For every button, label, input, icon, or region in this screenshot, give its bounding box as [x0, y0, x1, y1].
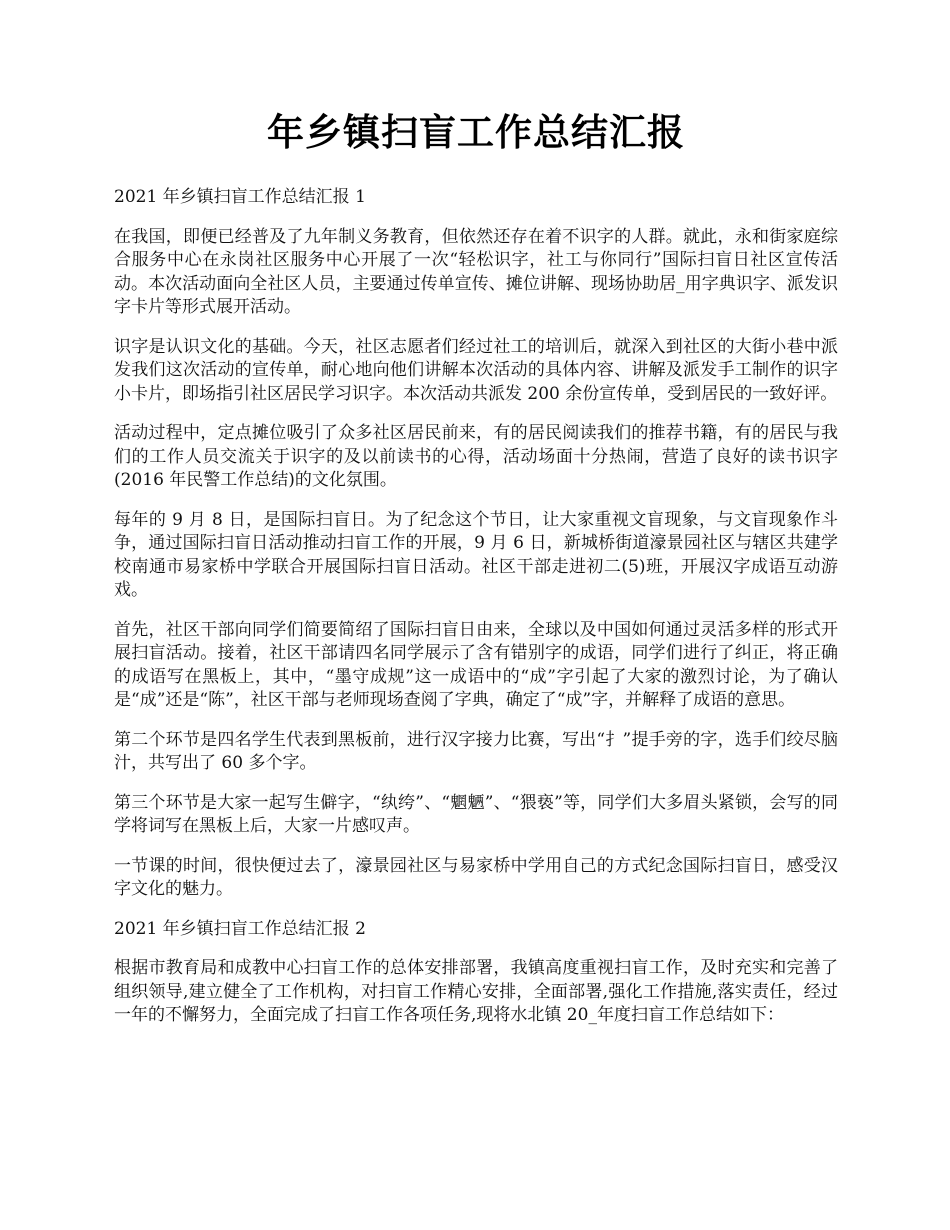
- paragraph-1: 在我国，即便已经普及了九年制义务教育，但依然还存在着不识字的人群。就此，永和街家庭综合服务中心在永岗社区服务中心开展了一次“轻松识字，社工与你同行”国际扫盲日社区宣传活动。本次活动面向全社区人员，主要通过传单宣传、摊位讲解、现场协助居_用字典识字、派发识字卡片等形式展开活动。: [114, 226, 838, 317]
- paragraph-8: 一节课的时间，很快便过去了，濠景园社区与易家桥中学用自己的方式纪念国际扫盲日，感受汉字文化的魅力。: [114, 855, 838, 899]
- paragraph-7: 第三个环节是大家一起写生僻字，“纨绔”、“魍魉”、“猥亵”等，同学们大多眉头紧锁，会写的同学将词写在黑板上后，大家一片感叹声。: [114, 792, 838, 836]
- paragraph-2: 识字是认识文化的基础。今天，社区志愿者们经过社工的培训后，就深入到社区的大街小巷中派发我们这次活动的宣传单，耐心地向他们讲解本次活动的具体内容、讲解及派发手工制作的识字小卡片，即场指引社区居民学习识字。本次活动共派发 200 余份宣传单，受到居民的一致好评。: [114, 336, 838, 404]
- section-heading-1: 2021 年乡镇扫盲工作总结汇报 1: [114, 187, 366, 207]
- paragraph-5: 首先，社区干部向同学们简要简绍了国际扫盲日由来，全球以及中国如何通过灵活多样的形式开展扫盲活动。接着，社区干部请四名同学展示了含有错别字的成语，同学们进行了纠正，将正确的成语写在黑板上，其中，“墨守成规”这一成语中的“成”字引起了大家的激烈讨论，为了确认是“成”还是“陈”，社区干部与老师现场查阅了字典，确定了“成”字，并解释了成语的意思。: [114, 619, 838, 710]
- section-heading-2: 2021 年乡镇扫盲工作总结汇报 2: [114, 918, 366, 939]
- paragraph-4: 每年的 9 月 8 日，是国际扫盲日。为了纪念这个节日，让大家重视文盲现象，与文盲现象作斗争，通过国际扫盲日活动推动扫盲工作的开展，9 月 6 日，新城桥街道濠景园社区与辖区共建学校南通市易家桥中学联合开展国际扫盲日活动。社区干部走进初二(5)班，开展汉字成语互动游戏。: [114, 509, 838, 600]
- paragraph-3: 活动过程中，定点摊位吸引了众多社区居民前来，有的居民阅读我们的推荐书籍，有的居民与我们的工作人员交流关于识字的及以前读书的心得，活动场面十分热闹，营造了良好的读书识字(2016 年民警工作总结)的文化氛围。: [114, 423, 838, 490]
- document-title: 年乡镇扫盲工作总结汇报: [267, 110, 685, 154]
- paragraph-9: 根据市教育局和成教中心扫盲工作的总体安排部署，我镇高度重视扫盲工作，及时充实和完善了组织领导,建立健全了工作机构，对扫盲工作精心安排，全面部署,强化工作措施,落实责任，经过一年的不懈努力，全面完成了扫盲工作各项任务,现将水北镇 20_年度扫盲工作总结如下：: [114, 958, 838, 1025]
- paragraph-6: 第二个环节是四名学生代表到黑板前，进行汉字接力比赛，写出“扌”提手旁的字，选手们绞尽脑汁，共写出了 60 多个字。: [114, 729, 838, 773]
